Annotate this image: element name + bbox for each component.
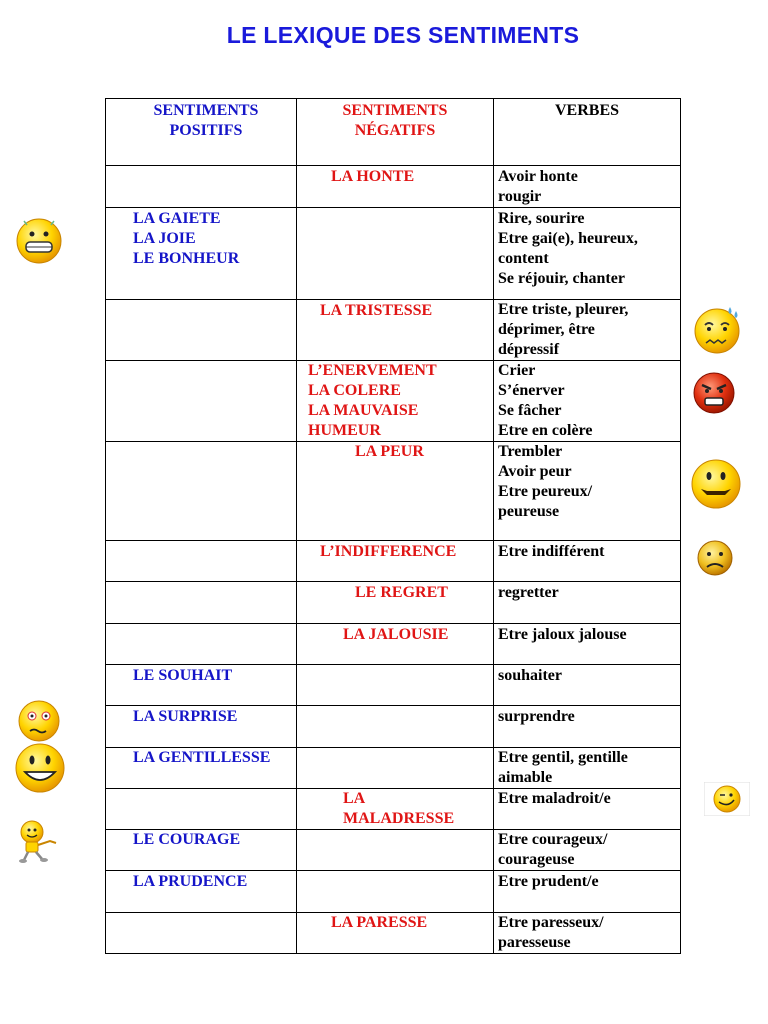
big-smile-smiley-icon	[13, 742, 67, 794]
negative-cell: LA TRISTESSE	[320, 302, 433, 319]
winking-smiley-icon	[704, 782, 750, 816]
verbs-cell: Etre maladroit/e	[498, 790, 611, 807]
positive-cell	[106, 166, 296, 167]
table-row	[106, 871, 681, 913]
positive-cell: LE SOUHAIT	[133, 667, 233, 684]
table-row	[106, 541, 681, 582]
running-smiley-icon	[16, 818, 64, 864]
table-row	[106, 913, 681, 954]
verbs-cell: surprendre	[498, 708, 575, 725]
positive-cell: LA SURPRISE	[133, 708, 238, 725]
table-row	[106, 442, 681, 541]
table-row	[106, 166, 681, 208]
negative-cell	[297, 871, 493, 872]
confused-smiley-icon	[16, 699, 62, 743]
header-positive: SENTIMENTS POSITIFS	[153, 102, 259, 139]
negative-cell	[297, 665, 493, 666]
negative-cell	[297, 208, 493, 209]
table-row	[106, 706, 681, 748]
positive-cell: LE COURAGE	[133, 831, 241, 848]
verbs-cell: souhaiter	[498, 667, 562, 684]
negative-cell: LA MALADRESSE	[343, 790, 455, 827]
table-row	[106, 789, 681, 830]
angry-smiley-icon	[692, 371, 736, 415]
verbs-cell: Etre jaloux jalouse	[498, 626, 627, 643]
verbs-cell: Trembler Avoir peur Etre peureux/ peureuse	[498, 443, 593, 520]
positive-cell	[106, 582, 296, 583]
grinning-smiley-icon	[14, 216, 64, 266]
feelings-table	[105, 98, 681, 954]
table-row	[106, 300, 681, 361]
negative-cell: LA JALOUSIE	[343, 626, 449, 643]
page-title: LE LEXIQUE DES SENTIMENTS	[226, 22, 580, 48]
positive-cell	[106, 300, 296, 301]
verbs-cell: Etre triste, pleurer, déprimer, être dépressif	[498, 301, 629, 358]
frowning-smiley-icon	[696, 539, 734, 577]
verbs-cell: Etre gentil, gentille aimable	[498, 749, 628, 786]
positive-cell: LA PRUDENCE	[133, 873, 248, 890]
verbs-cell: Etre indifférent	[498, 543, 605, 560]
table-row	[106, 361, 681, 442]
positive-cell: LA GENTILLESSE	[133, 749, 271, 766]
header-verbs: VERBES	[554, 102, 620, 119]
negative-cell: LA HONTE	[331, 168, 415, 185]
verbs-cell: Etre prudent/e	[498, 873, 599, 890]
table-row	[106, 208, 681, 300]
table-row	[106, 748, 681, 789]
verbs-cell: Rire, sourire Etre gai(e), heureux, content Se réjouir, chanter	[498, 210, 638, 287]
header-negative: SENTIMENTS NÉGATIFS	[342, 102, 448, 139]
shouting-smiley-icon	[689, 457, 743, 511]
sweating-smiley-icon	[690, 303, 744, 357]
table-row	[106, 582, 681, 624]
table-row	[106, 830, 681, 871]
positive-cell: LA GAIETE LA JOIE LE BONHEUR	[133, 210, 240, 267]
table-row	[106, 624, 681, 665]
negative-cell	[297, 706, 493, 707]
negative-cell: LE REGRET	[355, 584, 448, 601]
verbs-cell: Avoir honte rougir	[498, 168, 578, 205]
positive-cell	[106, 541, 296, 542]
positive-cell	[106, 624, 296, 625]
negative-cell: L’ENERVEMENT LA COLERE LA MAUVAISE HUMEUR	[308, 362, 437, 439]
table-row	[106, 665, 681, 706]
negative-cell: L’INDIFFERENCE	[320, 543, 457, 560]
negative-cell: LA PEUR	[355, 443, 424, 460]
table-header-row	[106, 99, 681, 166]
verbs-cell: regretter	[498, 584, 559, 601]
negative-cell: LA PARESSE	[331, 914, 428, 931]
verbs-cell: Etre courageux/ courageuse	[498, 831, 608, 868]
verbs-cell: Etre paresseux/ paresseuse	[498, 914, 604, 951]
verbs-cell: Crier S’énerver Se fâcher Etre en colère	[498, 362, 593, 439]
